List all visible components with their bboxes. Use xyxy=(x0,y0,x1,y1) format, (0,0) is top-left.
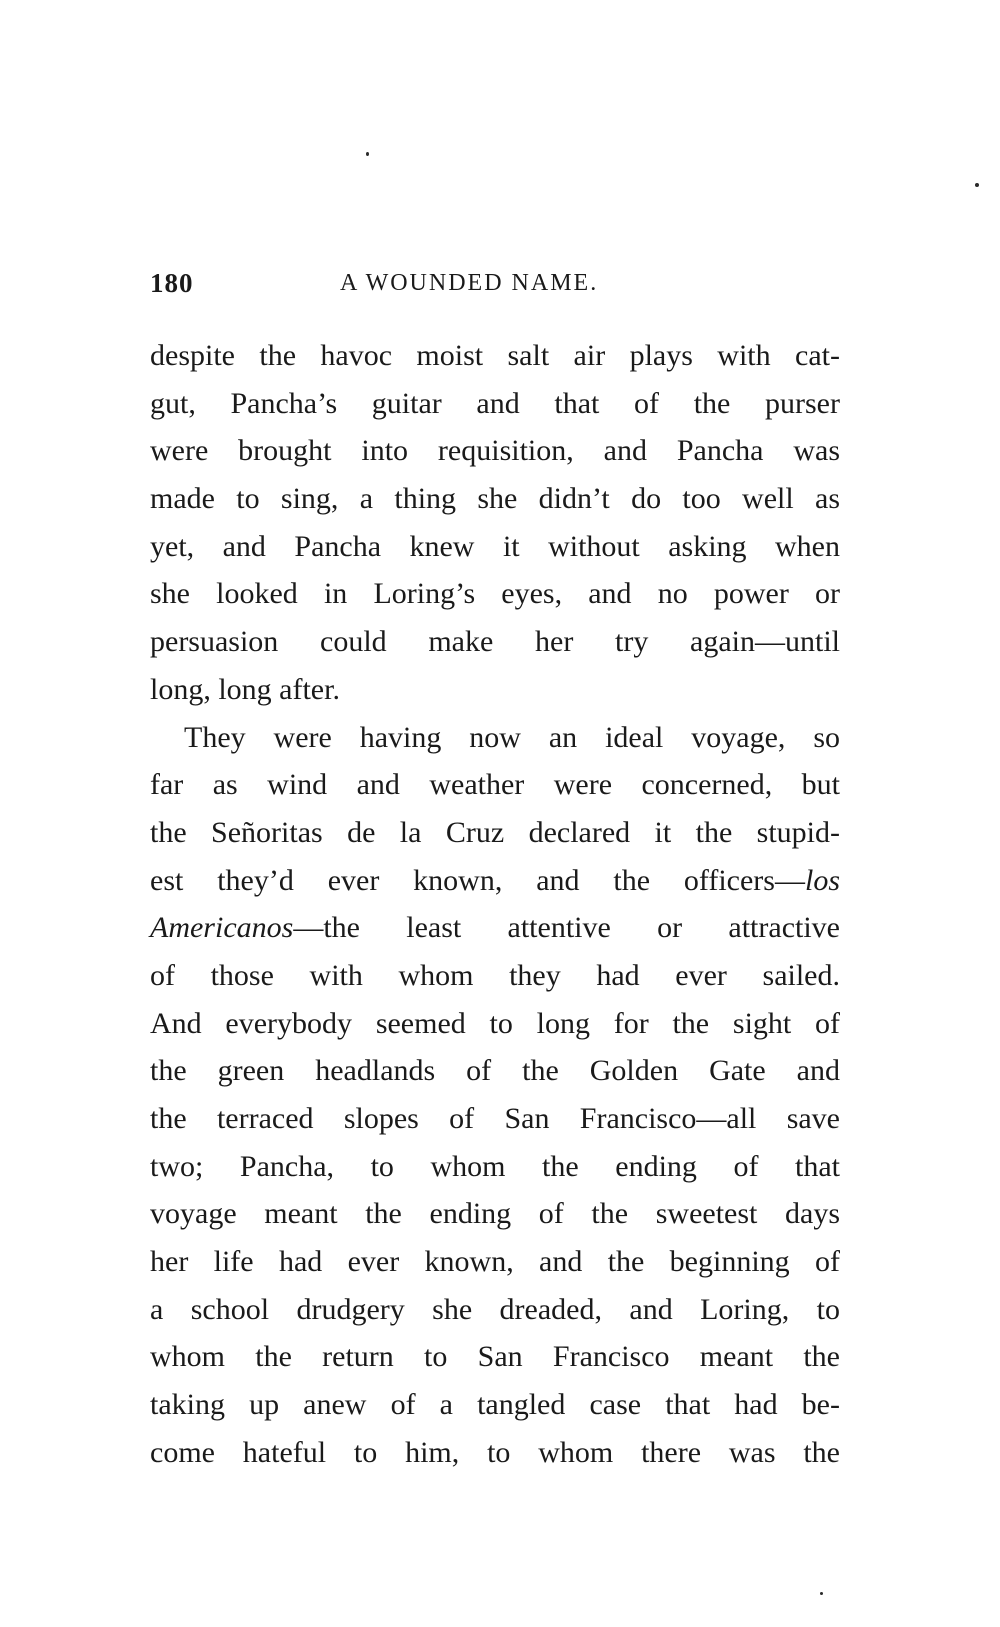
page-number: 180 xyxy=(150,268,194,298)
text-line: voyage meant the ending of the sweetest days xyxy=(150,1197,840,1231)
italic-text: Americanos xyxy=(150,911,294,945)
text-line: the green headlands of the Golden Gate and xyxy=(150,1054,840,1088)
text-line: of those with whom they had ever sailed. xyxy=(150,958,840,992)
text-line: the terraced slopes of San Francisco—all save xyxy=(150,1102,840,1135)
text-line: she looked in Loring’s eyes, and no power or xyxy=(150,577,840,611)
body-text xyxy=(150,332,840,1477)
text-line: yet, and Pancha knew it without asking when xyxy=(150,529,840,563)
text-run: est they’d ever known, and the officers— xyxy=(150,863,805,897)
text-line: were brought into requisition, and Pancha was xyxy=(150,434,840,468)
text-line: whom the return to San Francisco meant the xyxy=(150,1340,840,1374)
ink-speck xyxy=(366,152,369,156)
text-line: persuasion could make her try again—until xyxy=(150,625,840,659)
ink-speck xyxy=(975,183,979,187)
text-line: despite the havoc moist salt air plays with cat- xyxy=(150,339,840,372)
text-line xyxy=(150,857,840,905)
text-run: —the least attentive or attractive xyxy=(293,911,840,945)
text-line xyxy=(150,904,840,952)
text-line: taking up anew of a tangled case that had be- xyxy=(150,1388,840,1422)
text-line: the Señoritas de la Cruz declared it the stupid- xyxy=(150,815,840,849)
page-header xyxy=(150,268,840,308)
text-line: long, long after. xyxy=(150,672,340,706)
italic-text: los xyxy=(804,863,840,897)
running-title: A WOUNDED NAME. xyxy=(340,270,599,296)
text-line: come hateful to him, to whom there was the xyxy=(150,1435,840,1469)
text-line: two; Pancha, to whom the ending of that xyxy=(150,1149,840,1183)
text-line: And everybody seemed to long for the sight of xyxy=(150,1006,840,1040)
text-line: far as wind and weather were concerned, but xyxy=(150,768,840,802)
ink-speck xyxy=(820,1592,823,1595)
paragraph-first-line: They were having now an ideal voyage, so xyxy=(184,720,840,754)
text-line: made to sing, a thing she didn’t do too well as xyxy=(150,482,840,516)
text-line: her life had ever known, and the beginning of xyxy=(150,1245,840,1279)
text-line: a school drudgery she dreaded, and Loring, to xyxy=(150,1292,840,1326)
text-line: gut, Pancha’s guitar and that of the purser xyxy=(150,386,840,420)
